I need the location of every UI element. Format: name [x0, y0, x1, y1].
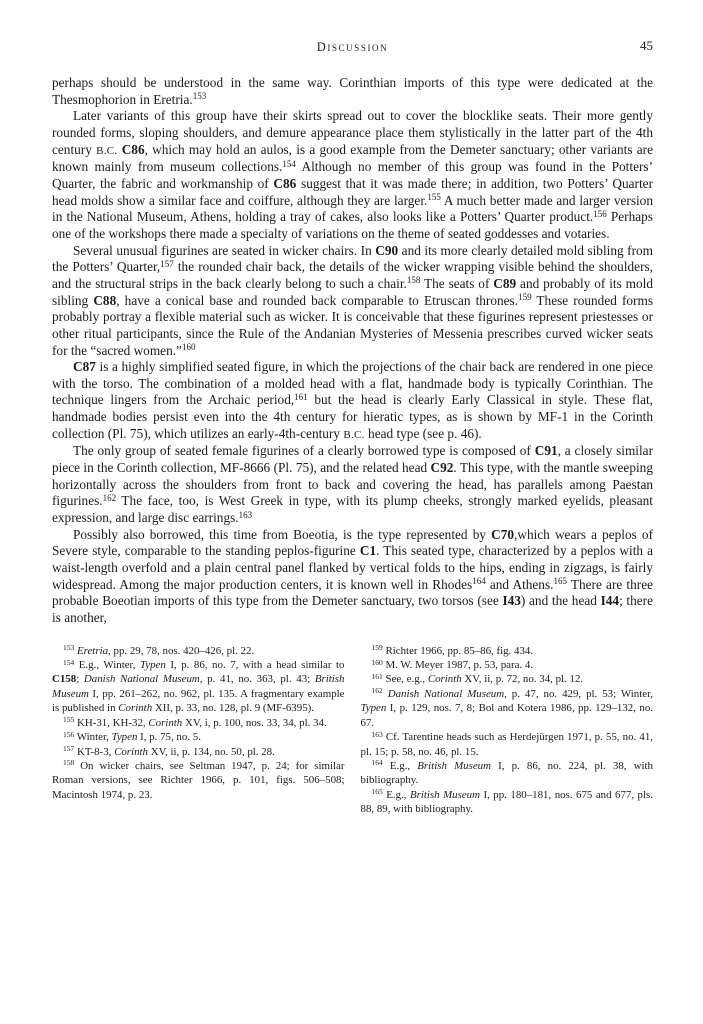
footnote-ref: 153: [192, 91, 207, 102]
text-run: There are three probable Boeotian imports of this type from the Demeter sanctuary, two torsos (see: [52, 576, 654, 609]
title-italic: Corinth: [148, 716, 183, 729]
paragraph: [52, 527, 653, 627]
footnotes-right-column: [361, 644, 654, 817]
text-run: KT-8-3,: [74, 745, 115, 758]
catalog-ref: C86: [121, 141, 145, 157]
text-run: See, e.g.,: [382, 673, 428, 686]
text-run: Several unusual figurines are seated in wicker chairs. In: [73, 242, 376, 258]
footnote-ref: 161: [371, 671, 383, 681]
footnote-ref: 163: [238, 509, 253, 520]
title-italic: Typen: [140, 659, 166, 672]
text-run: XV, i, p. 100, nos. 33, 34, pl. 34.: [182, 716, 327, 729]
text-run: perhaps should be understood in the same way. Corinthian imports of this type were dedicated at the Thesmophorion in Eretria.: [52, 75, 653, 107]
paragraph: [52, 75, 653, 108]
text-run: I, p. 75, no. 5.: [137, 731, 201, 744]
text-run: XV, ii, p. 134, no. 50, pl. 28.: [147, 745, 275, 758]
footnote-ref: 165: [553, 576, 567, 587]
footnote: [361, 759, 654, 788]
text-run: These rounded forms probably portray a flexible material such as wicker. It is conceivable that these figurines represent priestesses or other ritual participants, since the Rule of the Andanian Mysteries of Messenia prescribes curved wicker seats for the “sacred women.”: [52, 292, 654, 358]
text-run: I, p. 129, nos. 7, 8; Bol and Kotera 1986, pp. 129–132, no. 67.: [360, 702, 653, 729]
small-caps-text: B.C.: [96, 144, 118, 157]
text-run: XV, ii, p. 72, no. 34, pl. 12.: [461, 673, 584, 686]
text-run: and its more clearly detailed mold sibling from the Potters’ Quarter,: [52, 242, 653, 275]
catalog-ref: C1: [359, 543, 377, 559]
text-run: but the head is clearly Early Classical in style. These flat, handmade bodies persist even into the 4th century for hieratic types, as is shown by MF-1 in the Corinth collection (Pl. 75), which utilizes an early-4th-century: [52, 392, 654, 441]
title-italic: British Museum: [417, 759, 491, 772]
catalog-ref: C158: [52, 673, 77, 686]
text-run: , pp. 29, 78, nos. 420–426, pl. 22.: [108, 644, 255, 657]
footnote: [361, 672, 654, 686]
footnote: [361, 730, 654, 759]
footnote-ref: 159: [371, 643, 383, 653]
text-run: . This type, with the mantle sweeping horizontally across the shoulders from front to back and covering the head, has parallels among Paestan figurines.: [52, 460, 653, 509]
text-run: , have a conical base and rounded back comparable to Etruscan thrones.: [116, 292, 519, 308]
title-italic: Danish National Museum: [83, 673, 200, 686]
text-run: Cf. Tarentine heads such as Herdejürgen 1971, p. 55, no. 41, pl. 15; p. 58, no. 46, pl. 15.: [360, 731, 653, 758]
text-run: Although no member of this group was found in the Potters’ Quarter, the fabric and workmanship of: [52, 159, 654, 191]
text-run: ; there is another,: [52, 593, 654, 625]
footnote-ref: 165: [371, 787, 383, 797]
title-italic: Eretria: [76, 644, 109, 657]
footnote: [52, 745, 345, 759]
text-run: , which may hold an aulos, is a good example from the Demeter sanctuary; other variants are known mainly from museum collections.: [52, 141, 653, 175]
text-run: ,which wears a peplos of Severe style, comparable to the standing peplos-figurine: [52, 526, 653, 559]
text-run: E.g.,: [382, 788, 410, 801]
paragraph: [52, 359, 653, 443]
text-run: The only group of seated female figurines of a clearly borrowed type is composed of: [73, 443, 535, 459]
title-italic: British Museum: [52, 673, 345, 700]
footnote-ref: 160: [181, 342, 196, 352]
footnotes-section: [52, 644, 653, 817]
title-italic: British Museum: [409, 788, 480, 801]
text-run: A much better made and larger version in the National Museum, Athens, holding a tray of cakes, also looks like a Potters’ Quarter product.: [52, 192, 653, 225]
title-italic: Corinth: [114, 745, 148, 758]
text-run: suggest that it was made there; in addition, two Potters’ Quarter head molds show a similar face and coiffure, although they are larger.: [52, 175, 654, 208]
footnote-ref: 156: [593, 208, 607, 219]
footnote-ref: 154: [63, 657, 75, 667]
title-italic: Corinth: [427, 673, 462, 686]
text-run: and probably of its mold sibling: [52, 275, 654, 308]
catalog-ref: C90: [375, 242, 399, 258]
footnote: [361, 658, 654, 672]
footnote-ref: 158: [406, 275, 421, 286]
catalog-ref: C92: [430, 460, 454, 476]
catalog-ref: C89: [493, 275, 517, 291]
text-run: I, pp. 180–181, nos. 675 and 677, pls. 88, 89, with bibliography.: [360, 788, 653, 816]
text-run: Winter,: [74, 731, 112, 744]
catalog-ref: C88: [93, 292, 117, 308]
footnote-ref: 164: [371, 758, 383, 768]
text-run: the rounded chair back, the details of the wicker wrapping visible behind the shoulders, and the structural strips in the back clearly belong to such a chair.: [52, 259, 653, 291]
footnote-ref: 163: [371, 729, 383, 739]
catalog-ref: C86: [273, 175, 297, 191]
footnotes-left-column: [52, 644, 345, 817]
paragraph: [52, 108, 653, 242]
title-italic: Danish National Museum: [387, 687, 505, 700]
text-run: E.g., Winter,: [74, 659, 140, 672]
text-run: I, p. 86, no. 224, pl. 38, with bibliography.: [360, 759, 653, 787]
text-run: head type (see p. 46).: [364, 425, 482, 441]
catalog-ref: C70: [491, 526, 515, 542]
text-run: Later variants of this group have their skirts spread out to cover the blocklike seats. Their more gently rounded forms, sloping shoulders, and demure appearance place them stylistically in the latter part of the 4th century: [52, 108, 653, 157]
title-italic: Typen: [360, 702, 387, 715]
footnote: [361, 644, 654, 658]
text-run: On wicker chairs, see Seltman 1947, p. 24; for similar Roman versions, see Richter 1966, p. 101, figs. 506–508; Macintosh 1974, p. 23.: [52, 759, 345, 801]
footnote-ref: 159: [518, 292, 532, 303]
footnote-ref: 162: [102, 492, 117, 503]
text-run: , p. 47, no. 429, pl. 53; Winter,: [504, 687, 653, 700]
page-number: 45: [640, 38, 653, 53]
footnote-ref: 158: [63, 758, 75, 768]
footnote-ref: 162: [371, 686, 383, 696]
text-run: The face, too, is West Greek in type, with its plump cheeks, strongly marked eyelids, pleasant expression, and large disc earrings.: [52, 493, 653, 526]
catalog-ref: I44: [600, 593, 620, 609]
text-run: M. W. Meyer 1987, p. 53, para. 4.: [382, 659, 534, 672]
footnote: [361, 788, 654, 817]
footnote-ref: 160: [371, 657, 383, 667]
paragraph: [52, 243, 653, 360]
footnote-ref: 155: [427, 192, 441, 203]
text-run: Perhaps one of the workshops there made a specialty of variations on the theme of seated goddesses and votaries.: [52, 209, 653, 241]
title-italic: Corinth: [118, 702, 153, 715]
text-run: , p. 41, no. 363, pl. 43;: [199, 673, 315, 686]
text-run: KH-31, KH-32,: [74, 716, 149, 729]
footnote-ref: 157: [63, 744, 75, 753]
catalog-ref: I43: [502, 593, 521, 609]
footnote-ref: 156: [63, 729, 75, 739]
footnote: [52, 730, 345, 744]
text-run: XII, p. 33, no. 128, pl. 9 (MF-6395).: [152, 702, 314, 715]
text-run: Possibly also borrowed, this time from Boeotia, is the type represented by: [73, 526, 492, 542]
footnote-ref: 164: [472, 576, 486, 587]
catalog-ref: C87: [73, 359, 96, 375]
title-italic: Typen: [111, 731, 138, 744]
running-head: Discussion: [316, 40, 389, 54]
catalog-ref: C91: [534, 443, 558, 459]
text-run: I, pp. 261–262, no. 962, pl. 135. A fragmentary example is published in: [52, 687, 345, 715]
text-run: The seats of: [420, 275, 494, 291]
paragraph: [52, 443, 653, 526]
text-run: E.g.,: [382, 759, 418, 772]
footnote: [52, 658, 345, 716]
text-run: , a closely similar piece in the Corinth collection, MF-8666 (Pl. 75), and the related head: [52, 443, 654, 476]
footnote: [52, 759, 345, 802]
text-run: and Athens.: [485, 576, 554, 592]
small-caps-text: B.C.: [343, 428, 365, 441]
footnote: [361, 687, 654, 730]
page-header: [52, 38, 653, 55]
text-run: is a highly simplified seated figure, in which the projections of the chair back are rendered in one piece with the torso. The combination of a molded head with a flat, handmade body is typically Corinthian. The technique lingers from the Archaic period,: [52, 359, 653, 408]
footnote-ref: 155: [63, 715, 75, 725]
footnote-ref: 161: [294, 391, 308, 402]
footnote: [52, 716, 345, 730]
footnote: [52, 644, 345, 658]
footnote-ref: 157: [160, 258, 174, 269]
footnote-ref: 153: [63, 643, 75, 653]
body-paragraphs: [52, 75, 653, 627]
text-run: I, p. 86, no. 7, with a head similar to: [165, 659, 345, 672]
text-run: ;: [76, 673, 84, 686]
footnote-ref: 154: [282, 158, 296, 169]
text-run: . This seated type, characterized by a peplos with a waist-length overfold and a plain central panel flanked by vertical folds to the hips, ending in zigzags, is fairly widespread. Among the major production centers, it is known well in Rhodes: [52, 543, 653, 592]
text-run: Richter 1966, pp. 85–86, fig. 434.: [382, 644, 534, 657]
text-run: ) and the head: [520, 593, 601, 609]
